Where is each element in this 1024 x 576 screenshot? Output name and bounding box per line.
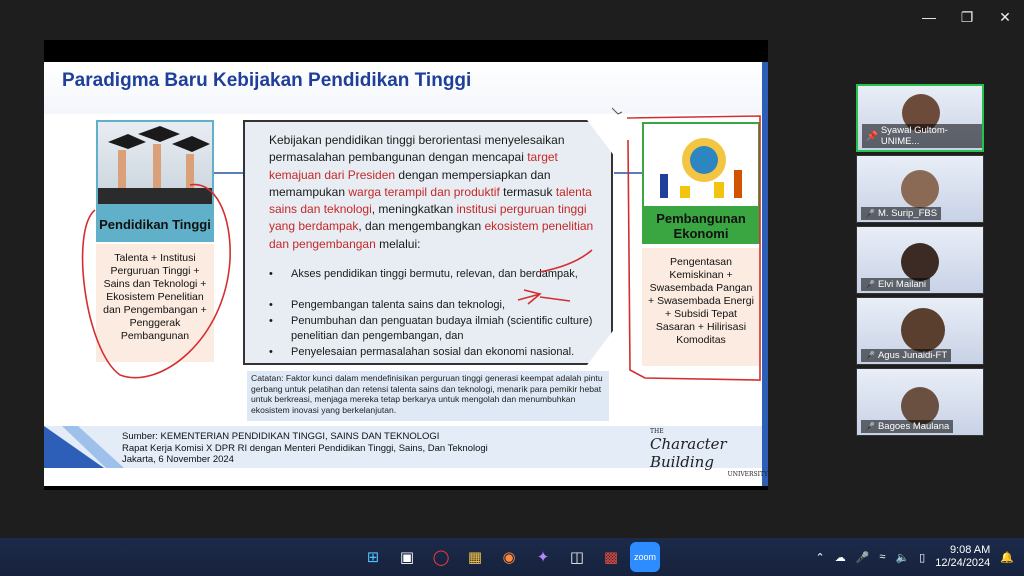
policy-text-1: Kebijakan pendidikan tinggi berorientasi menyelesaikan permasalahan pembangunan dengan mencapai [269,133,565,165]
file-explorer-icon[interactable]: ▦ [467,549,483,566]
economy-image [642,122,760,208]
slide-title: Paradigma Baru Kebijakan Pendidikan Tinggi [62,70,472,91]
participants-panel [856,84,986,439]
catatan-note: Catatan: Faktor kunci dalam mendefinisikan perguruan tinggi generasi keempat adalah pintu gerbang untuk pelatihan dan retensi talenta sains dan teknologi, menarik para pemikir hebat untuk berkreasi, menjaga mereka tetap berkarya untuk mengolah dan menumbuhkan ekosistem inovasi yang berkelanjutan. [247,371,609,421]
logo-top: THE [650,428,664,435]
zoom-icon[interactable]: zoom [630,542,660,572]
microphone-icon[interactable]: 🎤 [855,551,870,564]
character-building-logo [650,428,768,478]
bullet-2: • Pengembangan talenta sains dan teknologi, [269,298,599,313]
slide-right-stripe [762,62,768,486]
participant-tile[interactable] [856,368,984,436]
logo-text: Character Building [650,435,727,471]
slide-content [44,62,768,486]
notification-bell-icon[interactable]: 🔔 [1000,551,1014,564]
system-tray [816,538,1015,576]
bullet-3: • Penumbuhan dan penguatan budaya ilmiah (scientific culture) penelitian dan pengembangan, dan [269,314,599,344]
minimize-button[interactable]: — [922,9,936,25]
participant-name [861,349,951,362]
bullet-3-text: Penumbuhan dan penguatan budaya ilmiah (scientific culture) penelitian dan pengembangan, dan [291,315,593,342]
participant-name-text: Bagoes Maulana [877,421,950,432]
participant-name [862,124,982,148]
participant-name-text: M. Surip_FBS [877,208,938,219]
copilot-icon[interactable]: ✦ [536,549,550,566]
right-box-text: Pengentasan Kemiskinan + Swasembada Pangan + Swasembada Energi + Subsidi Tepat Sasaran + Hilirisasi Komoditas [642,248,760,366]
bullet-2-text: Pengembangan talenta sains dan teknologi, [291,299,506,311]
cloud-icon[interactable]: ☁ [834,551,846,564]
taskbar-apps [358,542,660,572]
participant-name-text: Elvi Mailani [877,279,927,290]
source-line-1: Sumber: KEMENTERIAN PENDIDIKAN TINGGI, SAINS DAN TEKNOLOGI [122,431,440,442]
shared-screen [44,40,768,490]
bullet-1-text: Akses pendidikan tinggi bermutu, relevan, dan berdampak, [291,268,578,280]
left-label: Pendidikan Tinggi [96,206,214,242]
video-editor-icon[interactable]: ◫ [569,549,585,566]
participant-name [861,420,953,433]
source-line-3: Jakarta, 6 November 2024 [122,454,234,465]
clock-time: 9:08 AM [949,544,991,556]
policy-paragraph [269,132,599,253]
right-label: Pembangunan Ekonomi [642,208,760,244]
policy-highlight-4: institusi perguruan tinggi yang berdampak [269,202,587,234]
windows-start-icon[interactable]: ⊞ [366,549,380,566]
participant-avatar [901,243,939,281]
participant-tile[interactable] [856,297,984,365]
wifi-icon[interactable]: ≈ [879,551,886,563]
policy-highlight-3: talenta sains dan teknologi [269,184,592,217]
participant-name [861,278,930,291]
policy-text-5: , dan mengembangkan [358,219,485,234]
policy-text-6: melalui: [375,236,421,251]
restore-button[interactable]: ❐ [960,8,974,25]
firefox-icon[interactable]: ◉ [502,549,516,566]
participant-name-text: Agus Junaidi-FT [877,350,948,361]
close-button[interactable]: ✕ [999,8,1011,25]
source-line-2: Rapat Kerja Komisi X DPR RI dengan Menteri Pendidikan Tinggi, Sains, Dan Teknologi [122,442,488,454]
footer-source [122,431,488,466]
mic-muted-icon: 🎤 [865,422,875,431]
logo-subtitle: UNIVERSITY [727,471,768,478]
mic-muted-icon: 🎤 [865,351,875,360]
volume-icon[interactable]: 🔈 [895,551,910,564]
graduation-image [96,120,214,206]
windows-taskbar [0,538,1024,576]
office-app-icon[interactable]: ▩ [603,549,619,566]
left-box-text: Talenta + Institusi Perguruan Tinggi + Sains dan Teknologi + Ekosistem Penelitian dan Pengembangan + Penggerak Pembangunan [96,244,214,362]
clock[interactable] [935,544,990,570]
policy-highlight-2: warga terampil dan produktif [348,184,500,199]
participant-tile[interactable] [856,84,984,152]
policy-highlight-5: ekosistem penelitian dan pengembangan [269,219,594,251]
participant-name-text: Syawal Gultom-UNIME... [880,125,948,147]
bullet-4: • Penyelesaian permasalahan sosial dan ekonomi nasional. [269,345,599,360]
task-view-icon[interactable]: ▣ [399,549,415,566]
participant-avatar [901,170,939,208]
participant-tile[interactable] [856,226,984,294]
window-controls [910,0,1024,34]
policy-highlight-1: target kemajuan dari Presiden [269,150,558,182]
footer-stripe-decoration [44,426,124,468]
pin-icon: 📌 [866,130,878,142]
bullet-1: • Akses pendidikan tinggi bermutu, relevan, dan berdampak, [269,267,599,282]
clock-date: 12/24/2024 [935,557,991,569]
mic-muted-icon: 🎤 [865,280,875,289]
mic-muted-icon: 🎤 [865,209,875,218]
participant-name [861,207,941,220]
battery-icon[interactable]: ▯ [919,551,926,564]
arrow-center-to-right [614,172,642,174]
chevron-up-icon[interactable]: ⌃ [815,551,825,564]
participant-avatar [901,308,945,352]
policy-text-2: dengan mempersiapkan dan memampukan [269,167,551,199]
bullet-4-text: Penyelesaian permasalahan sosial dan ekonomi nasional. [291,346,575,358]
policy-text-3: termasuk [499,184,556,199]
policy-text-4: , meningkatkan [371,202,457,217]
arrow-left-to-center [214,172,244,174]
participant-tile[interactable] [856,155,984,223]
opera-icon[interactable]: ◯ [432,549,450,566]
